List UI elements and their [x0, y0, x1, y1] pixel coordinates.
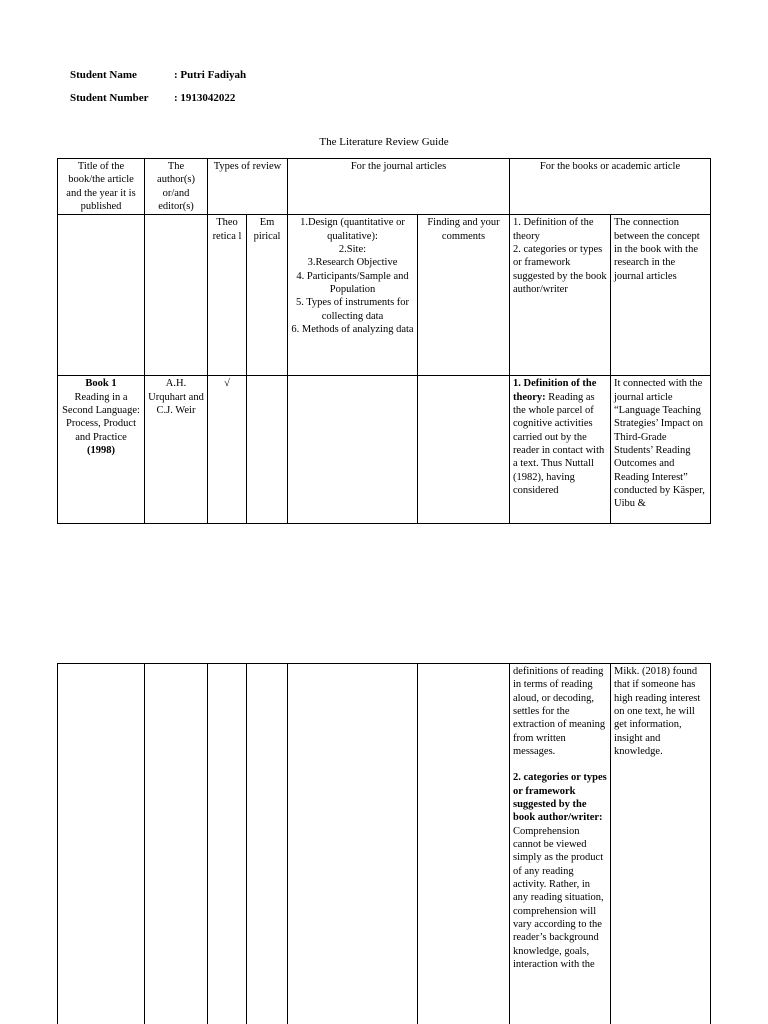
student-number-label: Student Number [70, 92, 149, 104]
header-types-cell: Types of review [208, 159, 288, 215]
empty-cell [208, 664, 247, 1024]
book-year: (1998) [87, 444, 115, 456]
empty-cell [58, 664, 145, 1024]
definition-cont-cell [510, 664, 611, 1024]
design-line: 4. Participants/Sample and Population [296, 270, 409, 295]
student-number-value: : 1913042022 [174, 92, 236, 104]
sub-theoretical-cell: Theo retica l [208, 215, 247, 376]
connection-cont-cell: Mikk. (2018) found that if someone has high reading interest on one text, he will get information, insight and knowledge. [611, 664, 711, 1024]
design-line: 3.Research Objective [307, 257, 398, 269]
categories-heading: 2. categories or types or framework suggested by the book author/writer: [513, 772, 607, 824]
sub-connection-cell: The connection between the concept in the book with the research in the journal articles [611, 215, 711, 376]
literature-review-table-continued [57, 663, 711, 1024]
student-name-label: Student Name [70, 69, 137, 81]
empty-cell [288, 664, 418, 1024]
student-name-value: : Putri Fadiyah [174, 69, 247, 81]
book-title: Reading in a Second Language: Process, Product and Practice [62, 391, 140, 443]
definition-cont-text: definitions of reading in terms of reading aloud, or decoding, settles for the extraction of meaning from written messages. [513, 666, 606, 757]
empty-cell [247, 664, 288, 1024]
design-line: 1.Design (quantitative or qualitative): [300, 217, 405, 242]
header-title-cell: Title of the book/the article and the year it is published [58, 159, 145, 215]
book-authors-cell: A.H. Urquhart and C.J. Weir [145, 376, 208, 524]
sub-findings-cell: Finding and your comments [418, 215, 510, 376]
definition-text: Reading as the whole parcel of cognitive activities carried out by the reader in contact with a text. Thus Nuttall (1982), having considered [513, 391, 605, 496]
empty-cell [418, 664, 510, 1024]
book-row-continued [58, 664, 711, 1024]
design-line: 5. Types of instruments for collecting data [295, 297, 410, 322]
design-line: 2.Site: [338, 243, 367, 255]
design-line: 6. Methods of analyzing data [291, 323, 414, 335]
sub-empirical-cell: Em pirical [247, 215, 288, 376]
categories-text: Comprehension cannot be viewed simply as the product of any reading activity. Rather, in any reading situation, comprehension will vary according to the reader’s background knowledge, goals, interaction with the [513, 825, 604, 970]
page-title: The Literature Review Guide [319, 136, 449, 148]
header-books-cell: For the books or academic article [510, 159, 711, 215]
connection-cell: It connected with the journal article “Language Teaching Strategies’ Impact on Third-Grade Students’ Reading Outcomes and Reading Interest” conducted by Käsper, Uibu & [611, 376, 711, 524]
theoretical-check-cell: √ [208, 376, 247, 524]
header-journal-cell: For the journal articles [288, 159, 510, 215]
book-label: Book 1 [85, 378, 117, 390]
header-author-cell: The author(s) or/and editor(s) [145, 159, 208, 215]
definition-heading: 1. Definition of the theory: [513, 378, 597, 403]
empty-cell [145, 664, 208, 1024]
sub-definition-cell: 1. Definition of the theory 2. categories or types or framework suggested by the book author/writer [510, 215, 611, 376]
